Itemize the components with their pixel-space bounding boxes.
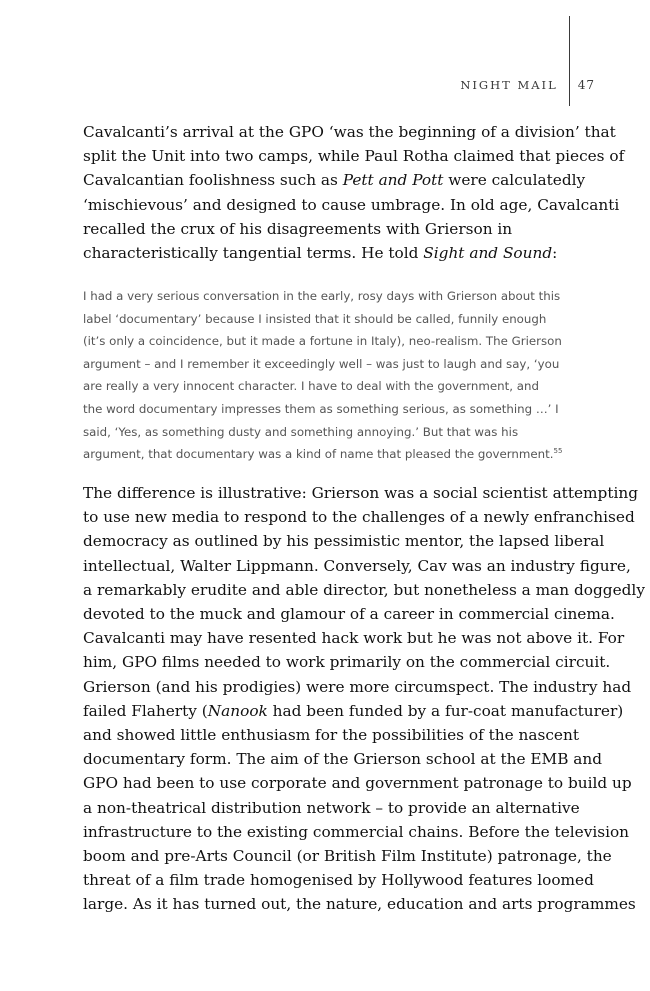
header-vertical-rule: [569, 16, 570, 106]
paragraph-2: [83, 481, 645, 917]
quote-line: [83, 443, 578, 466]
text-line: recalled the crux of his disagreements with Grierson in: [83, 219, 513, 238]
text-line: GPO had been to use corporate and government patronage to build up: [83, 774, 632, 793]
page-header: [460, 78, 595, 92]
text-run: argument, that documentary was a kind of name that pleased the government.: [83, 447, 554, 462]
text-line: [83, 168, 586, 192]
text-run: had been funded by a fur-coat manufacturer): [267, 701, 624, 720]
quote-line: (it’s only a coincidence, but it made a fortune in Italy), neo-realism. The Grierson: [83, 334, 562, 349]
text-line: Cavalcanti’s arrival at the GPO ‘was the beginning of a division’ that: [83, 123, 616, 141]
text-line: threat of a film trade homogenised by Hollywood features loomed: [83, 871, 594, 890]
text-run: :: [552, 244, 558, 263]
paragraph-1: [83, 120, 625, 265]
text-line: devoted to the muck and glamour of a career in commercial cinema.: [83, 605, 615, 624]
text-line: to use new media to respond to the challenges of a newly enfranchised: [83, 508, 635, 527]
text-line: [83, 699, 624, 723]
publication-title-sight-and-sound: Sight and Sound: [423, 244, 553, 263]
text-line: The difference is illustrative: Grierson was a social scientist attempting: [83, 484, 639, 502]
text-line: documentary form. The aim of the Grierson school at the EMB and: [83, 750, 603, 769]
text-line: a non-theatrical distribution network – to provide an alternative: [83, 798, 580, 817]
page-number: 47: [577, 78, 595, 92]
text-line: Cavalcanti may have resented hack work but he was not above it. For: [83, 629, 625, 648]
text-run: were calculatedly: [443, 171, 586, 190]
text-line: intellectual, Walter Lippmann. Conversely, Cav was an industry figure,: [83, 556, 631, 575]
quote-line: argument – and I remember it exceedingly well – was just to laugh and say, ‘you: [83, 356, 560, 371]
text-line: boom and pre-Arts Council (or British Film Institute) patronage, the: [83, 847, 612, 866]
footnote-marker: 55: [553, 447, 563, 456]
running-head: NIGHT MAIL: [460, 78, 558, 92]
text-run: failed Flaherty (: [83, 701, 208, 720]
text-run: characteristically tangential terms. He told: [83, 244, 424, 263]
quote-line: said, ‘Yes, as something dusty and something annoying.’ But that was his: [83, 424, 519, 439]
text-line: and showed little enthusiasm for the possibilities of the nascent: [83, 726, 579, 745]
film-title-pett-and-pott: Pett and Pott: [342, 171, 444, 190]
film-title-nanook: Nanook: [207, 701, 268, 720]
text-run: Cavalcantian foolishness such as: [83, 171, 343, 190]
text-line: a remarkably erudite and able director, but nonetheless a man doggedly: [83, 580, 645, 599]
quote-line: are really a very innocent character. I have to deal with the government, and: [83, 379, 539, 394]
text-line: democracy as outlined by his pessimistic mentor, the lapsed liberal: [83, 532, 605, 551]
quote-line: label ‘documentary’ because I insisted that it should be called, funnily enough: [83, 311, 547, 326]
text-line: him, GPO films needed to work primarily on the commercial circuit.: [83, 653, 611, 672]
block-quote: [83, 285, 578, 466]
text-line: infrastructure to the existing commercial chains. Before the television: [83, 822, 630, 841]
quote-line: the word documentary impresses them as something serious, as something …’ I: [83, 401, 559, 416]
text-line: split the Unit into two camps, while Paul Rotha claimed that pieces of: [83, 147, 625, 166]
text-line: ‘mischievous’ and designed to cause umbrage. In old age, Cavalcanti: [83, 195, 620, 214]
quote-line: I had a very serious conversation in the early, rosy days with Grierson about this: [83, 289, 561, 303]
text-line: Grierson (and his prodigies) were more circumspect. The industry had: [83, 677, 632, 696]
text-line: large. As it has turned out, the nature, education and arts programmes: [83, 895, 636, 914]
text-line: [83, 241, 573, 265]
